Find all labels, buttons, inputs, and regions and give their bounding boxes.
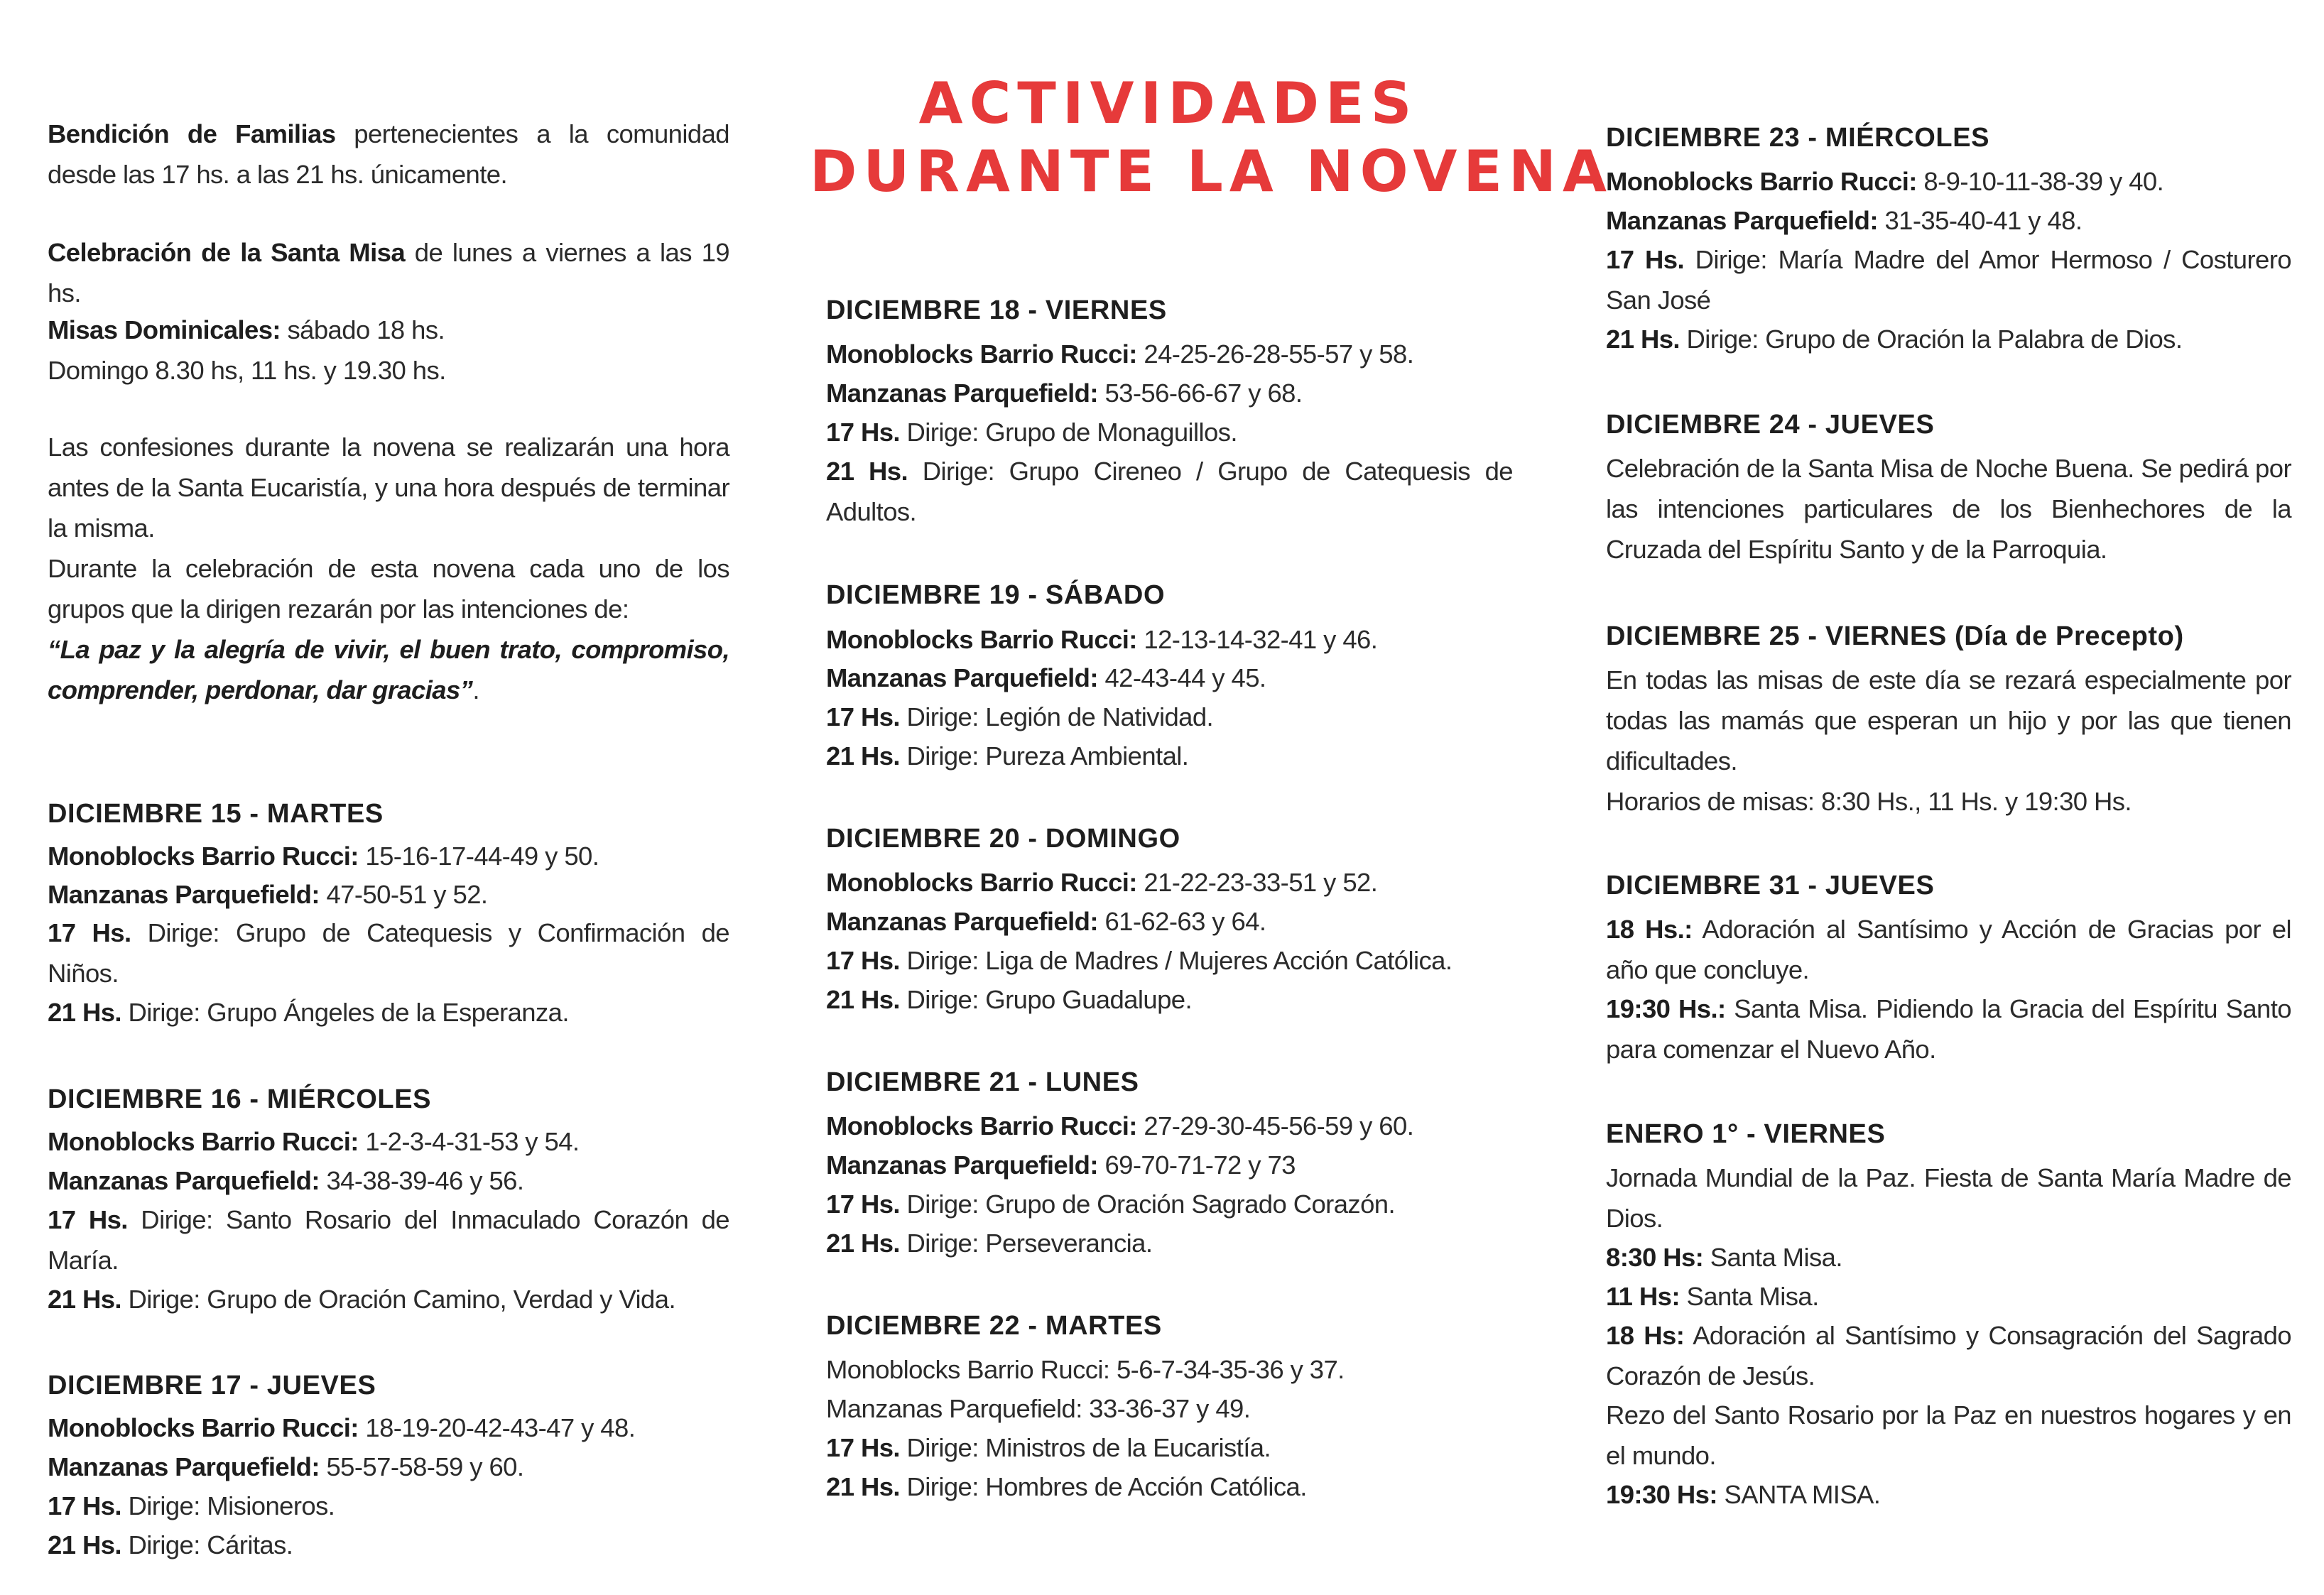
enero-1-rezo: Rezo del Santo Rosario por la Paz en nuestros hogares y en el mundo. [1606,1400,2291,1470]
dic-15-manzanas: Manzanas Parquefield: 47-50-51 y 52. [48,880,488,909]
dic-17-monoblocks: Monoblocks Barrio Rucci: 18-19-20-42-43-47 y 48. [48,1413,636,1442]
dic-22-manzanas: Manzanas Parquefield: 33-36-37 y 49. [826,1394,1251,1423]
heading-dic-17: DICIEMBRE 17 - JUEVES [48,1371,376,1400]
heading-dic-21: DICIEMBRE 21 - LUNES [826,1067,1139,1097]
enero-1-18hs: 18 Hs: Adoración al Santísimo y Consagración del Sagrado Corazón de Jesús. [1606,1321,2291,1390]
dic-15-21hs: 21 Hs. Dirige: Grupo Ángeles de la Esperanza. [48,998,569,1027]
santa-misa-info: Celebración de la Santa Misa de lunes a viernes a las 19 hs. [48,238,729,307]
heading-dic-16: DICIEMBRE 16 - MIÉRCOLES [48,1084,432,1114]
dic-17-manzanas: Manzanas Parquefield: 55-57-58-59 y 60. [48,1452,524,1481]
dic-18-21hs: 21 Hs. Dirige: Grupo Cireneo / Grupo de Catequesis de Adultos. [826,457,1513,526]
dic-31-18hs: 18 Hs.: Adoración al Santísimo y Acción de Gracias por el año que concluye. [1606,915,2291,984]
dic-21-manzanas: Manzanas Parquefield: 69-70-71-72 y 73 [826,1150,1296,1180]
domingo-horarios: Domingo 8.30 hs, 11 hs. y 19.30 hs. [48,356,446,385]
dic-25-horarios: Horarios de misas: 8:30 Hs., 11 Hs. y 19:30 Hs. [1606,787,2132,816]
dic-16-monoblocks: Monoblocks Barrio Rucci: 1-2-3-4-31-53 y 54. [48,1127,580,1156]
dic-21-monoblocks: Monoblocks Barrio Rucci: 27-29-30-45-56-59 y 60. [826,1111,1414,1141]
enero-1-830hs: 8:30 Hs: Santa Misa. [1606,1243,1842,1272]
title-line-1: ACTIVIDADES [918,70,1418,136]
enero-1-1930hs: 19:30 Hs: SANTA MISA. [1606,1480,1881,1509]
dic-15-monoblocks: Monoblocks Barrio Rucci: 15-16-17-44-49 y 50. [48,842,599,871]
dic-21-17hs: 17 Hs. Dirige: Grupo de Oración Sagrado Corazón. [826,1190,1396,1219]
heading-dic-18: DICIEMBRE 18 - VIERNES [826,295,1167,325]
dic-22-17hs: 17 Hs. Dirige: Ministros de la Eucaristía. [826,1433,1271,1462]
enero-1-11hs: 11 Hs: Santa Misa. [1606,1282,1819,1311]
dic-19-17hs: 17 Hs. Dirige: Legión de Natividad. [826,702,1214,731]
heading-dic-20: DICIEMBRE 20 - DOMINGO [826,824,1180,854]
misas-dominicales: Misas Dominicales: sábado 18 hs. [48,315,445,344]
dic-25-text: En todas las misas de este día se rezará especialmente por todas las mamás que esperan un hijo y por las que tienen dificultades. [1606,665,2291,775]
dic-24-text: Celebración de la Santa Misa de Noche Buena. Se pedirá por las intenciones particulares de los Bienhechores de la Cruzada del Espíritu Santo y de la Parroquia. [1606,454,2291,564]
dic-20-manzanas: Manzanas Parquefield: 61-62-63 y 64. [826,907,1266,936]
heading-dic-15: DICIEMBRE 15 - MARTES [48,799,384,829]
dic-20-monoblocks: Monoblocks Barrio Rucci: 21-22-23-33-51 y 52. [826,868,1378,897]
dic-20-21hs: 21 Hs. Dirige: Grupo Guadalupe. [826,985,1193,1014]
dic-22-21hs: 21 Hs. Dirige: Hombres de Acción Católica. [826,1472,1307,1501]
dic-17-17hs: 17 Hs. Dirige: Misioneros. [48,1491,335,1520]
page-title [810,70,1613,206]
dic-23-monoblocks: Monoblocks Barrio Rucci: 8-9-10-11-38-39 y 40. [1606,167,2164,196]
dic-16-17hs: 17 Hs. Dirige: Santo Rosario del Inmaculado Corazón de María. [48,1205,729,1275]
dic-23-17hs: 17 Hs. Dirige: María Madre del Amor Hermoso / Costurero San José [1606,245,2291,315]
dic-18-monoblocks: Monoblocks Barrio Rucci: 24-25-26-28-55-57 y 58. [826,339,1414,369]
enero-1-text: Jornada Mundial de la Paz. Fiesta de Santa María Madre de Dios. [1606,1163,2291,1233]
heading-dic-31: DICIEMBRE 31 - JUEVES [1606,871,1935,900]
dic-23-manzanas: Manzanas Parquefield: 31-35-40-41 y 48. [1606,206,2083,235]
dic-21-21hs: 21 Hs. Dirige: Perseverancia. [826,1229,1153,1258]
dic-18-17hs: 17 Hs. Dirige: Grupo de Monaguillos. [826,418,1237,447]
dic-19-21hs: 21 Hs. Dirige: Pureza Ambiental. [826,741,1189,771]
heading-dic-22: DICIEMBRE 22 - MARTES [826,1311,1162,1341]
heading-dic-25: DICIEMBRE 25 - VIERNES (Día de Precepto) [1606,621,2184,651]
dic-19-monoblocks: Monoblocks Barrio Rucci: 12-13-14-32-41 y 46. [826,625,1378,654]
heading-enero-1: ENERO 1° - VIERNES [1606,1119,1886,1149]
dic-16-manzanas: Manzanas Parquefield: 34-38-39-46 y 56. [48,1166,524,1195]
dic-22-monoblocks: Monoblocks Barrio Rucci: 5-6-7-34-35-36 y 37. [826,1355,1345,1384]
dic-16-21hs: 21 Hs. Dirige: Grupo de Oración Camino, Verdad y Vida. [48,1285,675,1314]
title-line-2: DURANTE LA NOVENA [810,138,1613,205]
dic-17-21hs: 21 Hs. Dirige: Cáritas. [48,1530,293,1559]
dic-15-17hs: 17 Hs. Dirige: Grupo de Catequesis y Confirmación de Niños. [48,918,729,988]
dic-20-17hs: 17 Hs. Dirige: Liga de Madres / Mujeres Acción Católica. [826,946,1452,975]
dic-31-1930hs: 19:30 Hs.: Santa Misa. Pidiendo la Gracia del Espíritu Santo para comenzar el Nuevo Año. [1606,994,2291,1064]
heading-dic-19: DICIEMBRE 19 - SÁBADO [826,580,1166,610]
dic-19-manzanas: Manzanas Parquefield: 42-43-44 y 45. [826,663,1266,692]
durante-novena: Durante la celebración de esta novena cada uno de los grupos que la dirigen rezarán por las intenciones de: [48,554,729,624]
dic-18-manzanas: Manzanas Parquefield: 53-56-66-67 y 68. [826,379,1303,408]
heading-dic-24: DICIEMBRE 24 - JUEVES [1606,410,1935,440]
dic-23-21hs: 21 Hs. Dirige: Grupo de Oración la Palabra de Dios. [1606,325,2183,354]
heading-dic-23: DICIEMBRE 23 - MIÉRCOLES [1606,123,1990,153]
intenciones-cita: “La paz y la alegría de vivir, el buen trato, compromiso, comprender, perdonar, dar gracias”. [48,635,729,704]
confesiones: Las confesiones durante la novena se realizarán una hora antes de la Santa Eucaristía, y una hora después de terminar la misma. [48,432,729,543]
bendicion-familias: Bendición de Familias pertenecientes a la comunidad desde las 17 hs. a las 21 hs. únicamente. [48,119,729,189]
